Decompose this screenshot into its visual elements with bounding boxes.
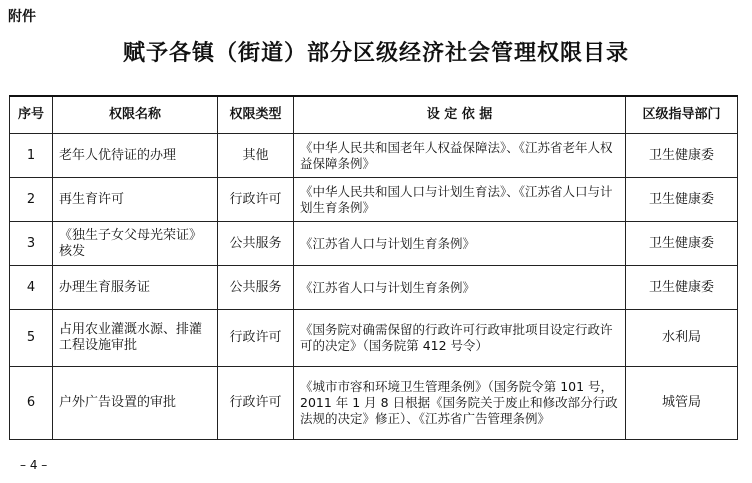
header-dept: 区级指导部门 [626, 96, 738, 134]
row-basis: 《中华人民共和国老年人权益保障法》、《江苏省老年人权益保障条例》 [294, 134, 626, 178]
row-basis: 《国务院对确需保留的行政许可行政审批项目设定行政许可的决定》（国务院第 412 号令） [294, 310, 626, 367]
row-type: 公共服务 [218, 266, 294, 310]
row-name: 占用农业灌溉水源、排灌工程设施审批 [53, 310, 218, 367]
row-no: 3 [10, 222, 53, 266]
row-type: 行政许可 [218, 178, 294, 222]
table-row [10, 222, 738, 266]
page-number: – 4 – [20, 458, 48, 472]
header-no: 序号 [10, 96, 53, 134]
row-name: 再生育许可 [53, 178, 218, 222]
row-no: 1 [10, 134, 53, 178]
row-basis: 《江苏省人口与计划生育条例》 [294, 266, 626, 310]
row-dept: 卫生健康委 [626, 134, 738, 178]
row-basis: 《江苏省人口与计划生育条例》 [294, 222, 626, 266]
row-type: 行政许可 [218, 310, 294, 367]
row-no: 4 [10, 266, 53, 310]
row-name: 老年人优待证的办理 [53, 134, 218, 178]
document-title: 赋予各镇（街道）部分区级经济社会管理权限目录 [122, 41, 629, 66]
attachment-label: 附件 [8, 9, 36, 25]
table-row [10, 367, 738, 440]
row-no: 5 [10, 310, 53, 367]
row-dept: 卫生健康委 [626, 178, 738, 222]
row-type: 其他 [218, 134, 294, 178]
row-type: 公共服务 [218, 222, 294, 266]
row-basis: 《中华人民共和国人口与计划生育法》、《江苏省人口与计划生育条例》 [294, 178, 626, 222]
table-row [10, 310, 738, 367]
row-name: 《独生子女父母光荣证》核发 [53, 222, 218, 266]
row-no: 2 [10, 178, 53, 222]
row-dept: 卫生健康委 [626, 222, 738, 266]
row-no: 6 [10, 367, 53, 440]
row-name: 办理生育服务证 [53, 266, 218, 310]
row-dept: 水利局 [626, 310, 738, 367]
table-row [10, 266, 738, 310]
row-basis: 《城市市容和环境卫生管理条例》（国务院令第 101 号，2011 年 1 月 8 日根据《国务院关于废止和修改部分行政法规的决定》修正）、《江苏省广告管理条例》 [294, 367, 626, 440]
row-name: 户外广告设置的审批 [53, 367, 218, 440]
table-row [10, 134, 738, 178]
table-row [10, 178, 738, 222]
row-dept: 城管局 [626, 367, 738, 440]
table-header-row [10, 96, 738, 134]
header-name: 权限名称 [53, 96, 218, 134]
row-type: 行政许可 [218, 367, 294, 440]
row-dept: 卫生健康委 [626, 266, 738, 310]
header-basis: 设 定 依 据 [294, 96, 626, 134]
header-type: 权限类型 [218, 96, 294, 134]
authority-table [9, 95, 738, 440]
